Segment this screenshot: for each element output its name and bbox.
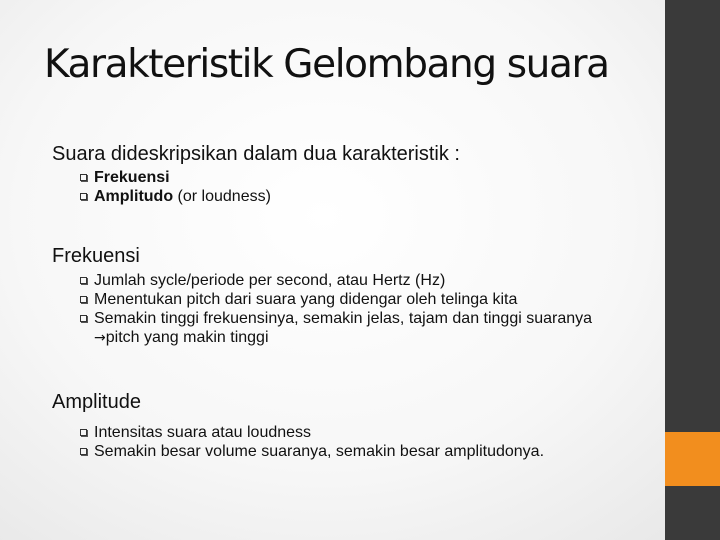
square-bullet-icon <box>80 448 87 455</box>
accent-block <box>665 432 720 486</box>
square-bullet-icon <box>80 193 87 200</box>
list-item: Semakin tinggi frekuensinya, semakin jelas, tajam dan tinggi suaranya →pitch yang makin tinggi <box>80 309 592 348</box>
list-item: Intensitas suara atau loudness <box>80 423 544 442</box>
square-bullet-icon <box>80 429 87 436</box>
frekuensi-list <box>80 271 592 348</box>
slide-title: Karakteristik Gelombang suara <box>44 42 609 87</box>
amplitude-heading: Amplitude <box>52 391 141 413</box>
amplitude-list <box>80 423 544 461</box>
intro-list <box>80 168 271 206</box>
square-bullet-icon <box>80 277 87 284</box>
list-item: Semakin besar volume suaranya, semakin besar amplitudonya. <box>80 442 544 461</box>
square-bullet-icon <box>80 174 87 181</box>
list-item: Menentukan pitch dari suara yang didengar oleh telinga kita <box>80 290 592 309</box>
list-item: Frekuensi <box>80 168 271 187</box>
list-item: Amplitudo (or loudness) <box>80 187 271 206</box>
square-bullet-icon <box>80 315 87 322</box>
frekuensi-heading: Frekuensi <box>52 245 140 267</box>
square-bullet-icon <box>80 296 87 303</box>
list-item: Jumlah sycle/periode per second, atau Hertz (Hz) <box>80 271 592 290</box>
arrow-right-icon: → <box>94 330 106 346</box>
intro-heading: Suara dideskripsikan dalam dua karakteristik : <box>52 143 460 165</box>
